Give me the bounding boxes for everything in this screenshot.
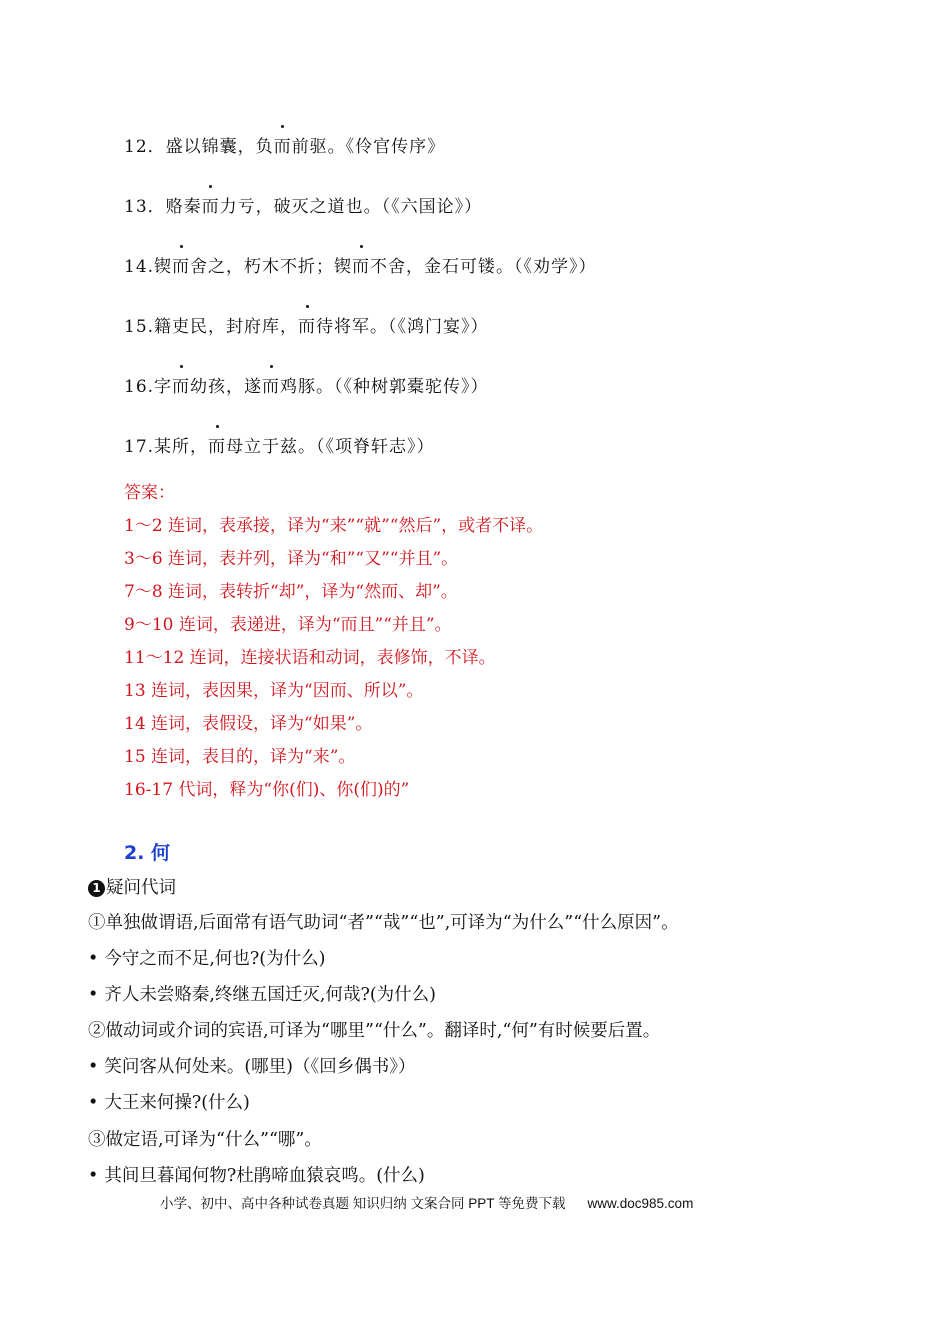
note-rule: ③做定语,可译为“什么”“哪”。 — [88, 1130, 322, 1150]
example-15: 15.籍吏民，封府库，而待将军。（《鸿门宴》） — [124, 312, 489, 337]
example-number: 13． — [124, 197, 166, 217]
note-example: • 齐人未尝赂秦,终继五国迁灭,何哉?(为什么) — [88, 985, 436, 1005]
example-14: 14.锲而舍之，朽木不折；锲而不舍，金石可镂。（《劝学》） — [124, 252, 597, 277]
example-number: 14. — [124, 257, 155, 277]
example-number: 17. — [124, 437, 155, 457]
footer-text: 小学、初中、高中各种试卷真题 知识归纳 文案合同 PPT 等免费下载 — [160, 1196, 566, 1211]
note-example: • 今守之而不足,何也?(为什么) — [88, 949, 326, 969]
example-number: 12． — [124, 137, 166, 157]
answer-line: 9～10 连词，表递进，译为“而且”“并且”。 — [124, 615, 452, 635]
bullet-icon: • — [88, 1057, 99, 1077]
emphasis-mark: 而 — [208, 432, 226, 457]
answer-heading: 答案： — [124, 483, 175, 503]
example-17: 17.某所，而母立于兹。（《项脊轩志》） — [124, 432, 435, 457]
emphasis-mark: 而 — [172, 252, 190, 277]
page-footer — [160, 1192, 693, 1212]
emphasis-mark: 而 — [274, 132, 292, 157]
note-heading: 1 疑问代词 — [88, 874, 176, 899]
note-rule: ②做动词或介词的宾语,可译为“哪里”“什么”。翻译时,“何”有时候要后置。 — [88, 1021, 661, 1041]
example-12: 12．盛以锦囊，负而前驱。《伶官传序》 — [124, 132, 445, 157]
section-heading: 2. 何 — [124, 842, 171, 864]
answer-line: 3～6 连词，表并列，译为“和”“又”“并且”。 — [124, 549, 459, 569]
answer-line: 1～2 连词，表承接，译为“来”“就”“然后”，或者不译。 — [124, 516, 544, 536]
example-number: 15. — [124, 317, 155, 337]
emphasis-mark: 而 — [262, 372, 280, 397]
bullet-icon: • — [88, 1166, 99, 1186]
note-example: • 笑问客从何处来。(哪里)（《回乡偶书》） — [88, 1057, 416, 1077]
emphasis-mark: 而 — [298, 312, 316, 337]
answer-line: 13 连词，表因果，译为“因而、所以”。 — [124, 681, 424, 701]
example-number: 16. — [124, 377, 155, 397]
example-16: 16.字而幼孩，遂而鸡豚。（《种树郭橐驼传》） — [124, 372, 489, 397]
answer-line: 7～8 连词，表转折“却”，译为“然而、却”。 — [124, 582, 458, 602]
note-example: • 其间旦暮闻何物?杜鹃啼血猿哀鸣。(什么) — [88, 1166, 425, 1186]
answer-line: 11～12 连词，连接状语和动词，表修饰，不译。 — [124, 648, 496, 668]
answer-line: 14 连词，表假设，译为“如果”。 — [124, 714, 373, 734]
answer-line: 16-17 代词，释为“你(们)、你(们)的” — [124, 780, 410, 800]
bullet-icon: • — [88, 949, 99, 969]
bullet-icon: • — [88, 1093, 99, 1113]
footer-link[interactable]: www.doc985.com — [587, 1196, 694, 1211]
note-example: • 大王来何操?(什么) — [88, 1093, 250, 1113]
answer-line: 15 连词，表目的，译为“来”。 — [124, 747, 356, 767]
number-badge-icon: 1 — [88, 880, 105, 897]
emphasis-mark: 而 — [172, 372, 190, 397]
emphasis-mark: 而 — [352, 252, 370, 277]
emphasis-mark: 而 — [202, 192, 220, 217]
bullet-icon: • — [88, 985, 99, 1005]
example-13: 13．赂秦而力亏，破灭之道也。（《六国论》） — [124, 192, 482, 217]
note-rule: ①单独做谓语,后面常有语气助词“者”“哉”“也”,可译为“为什么”“什么原因”。 — [88, 913, 679, 933]
